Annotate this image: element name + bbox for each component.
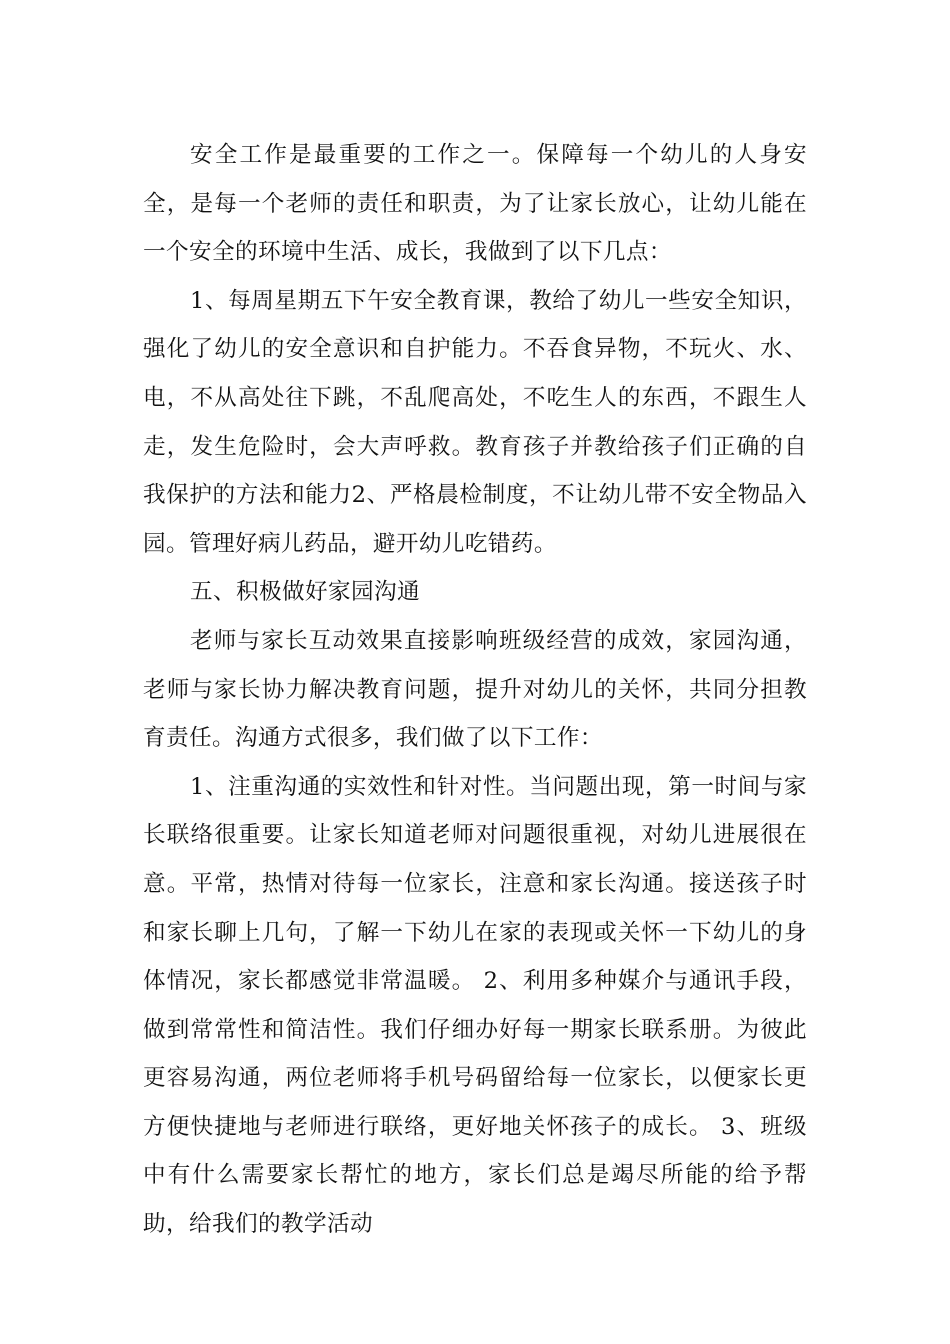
document-body <box>143 131 807 1249</box>
paragraph-communication-methods: 1、注重沟通的实效性和针对性。当问题出现，第一时间与家长联络很重要。让家长知道老师对问题很重视，对幼儿进展很在意。平常，热情对待每一位家长，注意和家长沟通。接送孩子时和家长聊上几句，了解一下幼儿在家的表现或关怀一下幼儿的身体情况，家长都感觉非常温暖。 2、利用多种媒介与通讯手段，做到常常性和简洁性。我们仔细办好每一期家长联系册。为彼此更容易沟通，两位老师将手机号码留给每一位家长，以便家长更方便快捷地与老师进行联络，更好地关怀孩子的成长。 3、班级中有什么需要家长帮忙的地方，家长们总是竭尽所能的给予帮助，给我们的教学活动 <box>143 773 807 1238</box>
paragraph-communication-intro: 老师与家长互动效果直接影响班级经营的成效，家园沟通，老师与家长协力解决教育问题，提升对幼儿的关怀，共同分担教育责任。沟通方式很多，我们做了以下工作： <box>143 627 807 752</box>
section-heading-home-school: 五、积极做好家园沟通 <box>190 579 420 606</box>
paragraph-safety-measures: 1、每周星期五下午安全教育课，教给了幼儿一些安全知识，强化了幼儿的安全意识和自护能力。不吞食异物，不玩火、水、电，不从高处往下跳，不乱爬高处，不吃生人的东西，不跟生人走，发生危险时，会大声呼救。教育孩子并教给孩子们正确的自我保护的方法和能力2、严格晨检制度，不让幼儿带不安全物品入园。管理好病儿药品，避开幼儿吃错药。 <box>143 287 807 557</box>
paragraph-safety-intro: 安全工作是最重要的工作之一。保障每一个幼儿的人身安全，是每一个老师的责任和职责，为了让家长放心，让幼儿能在一个安全的环境中生活、成长，我做到了以下几点： <box>143 142 807 266</box>
